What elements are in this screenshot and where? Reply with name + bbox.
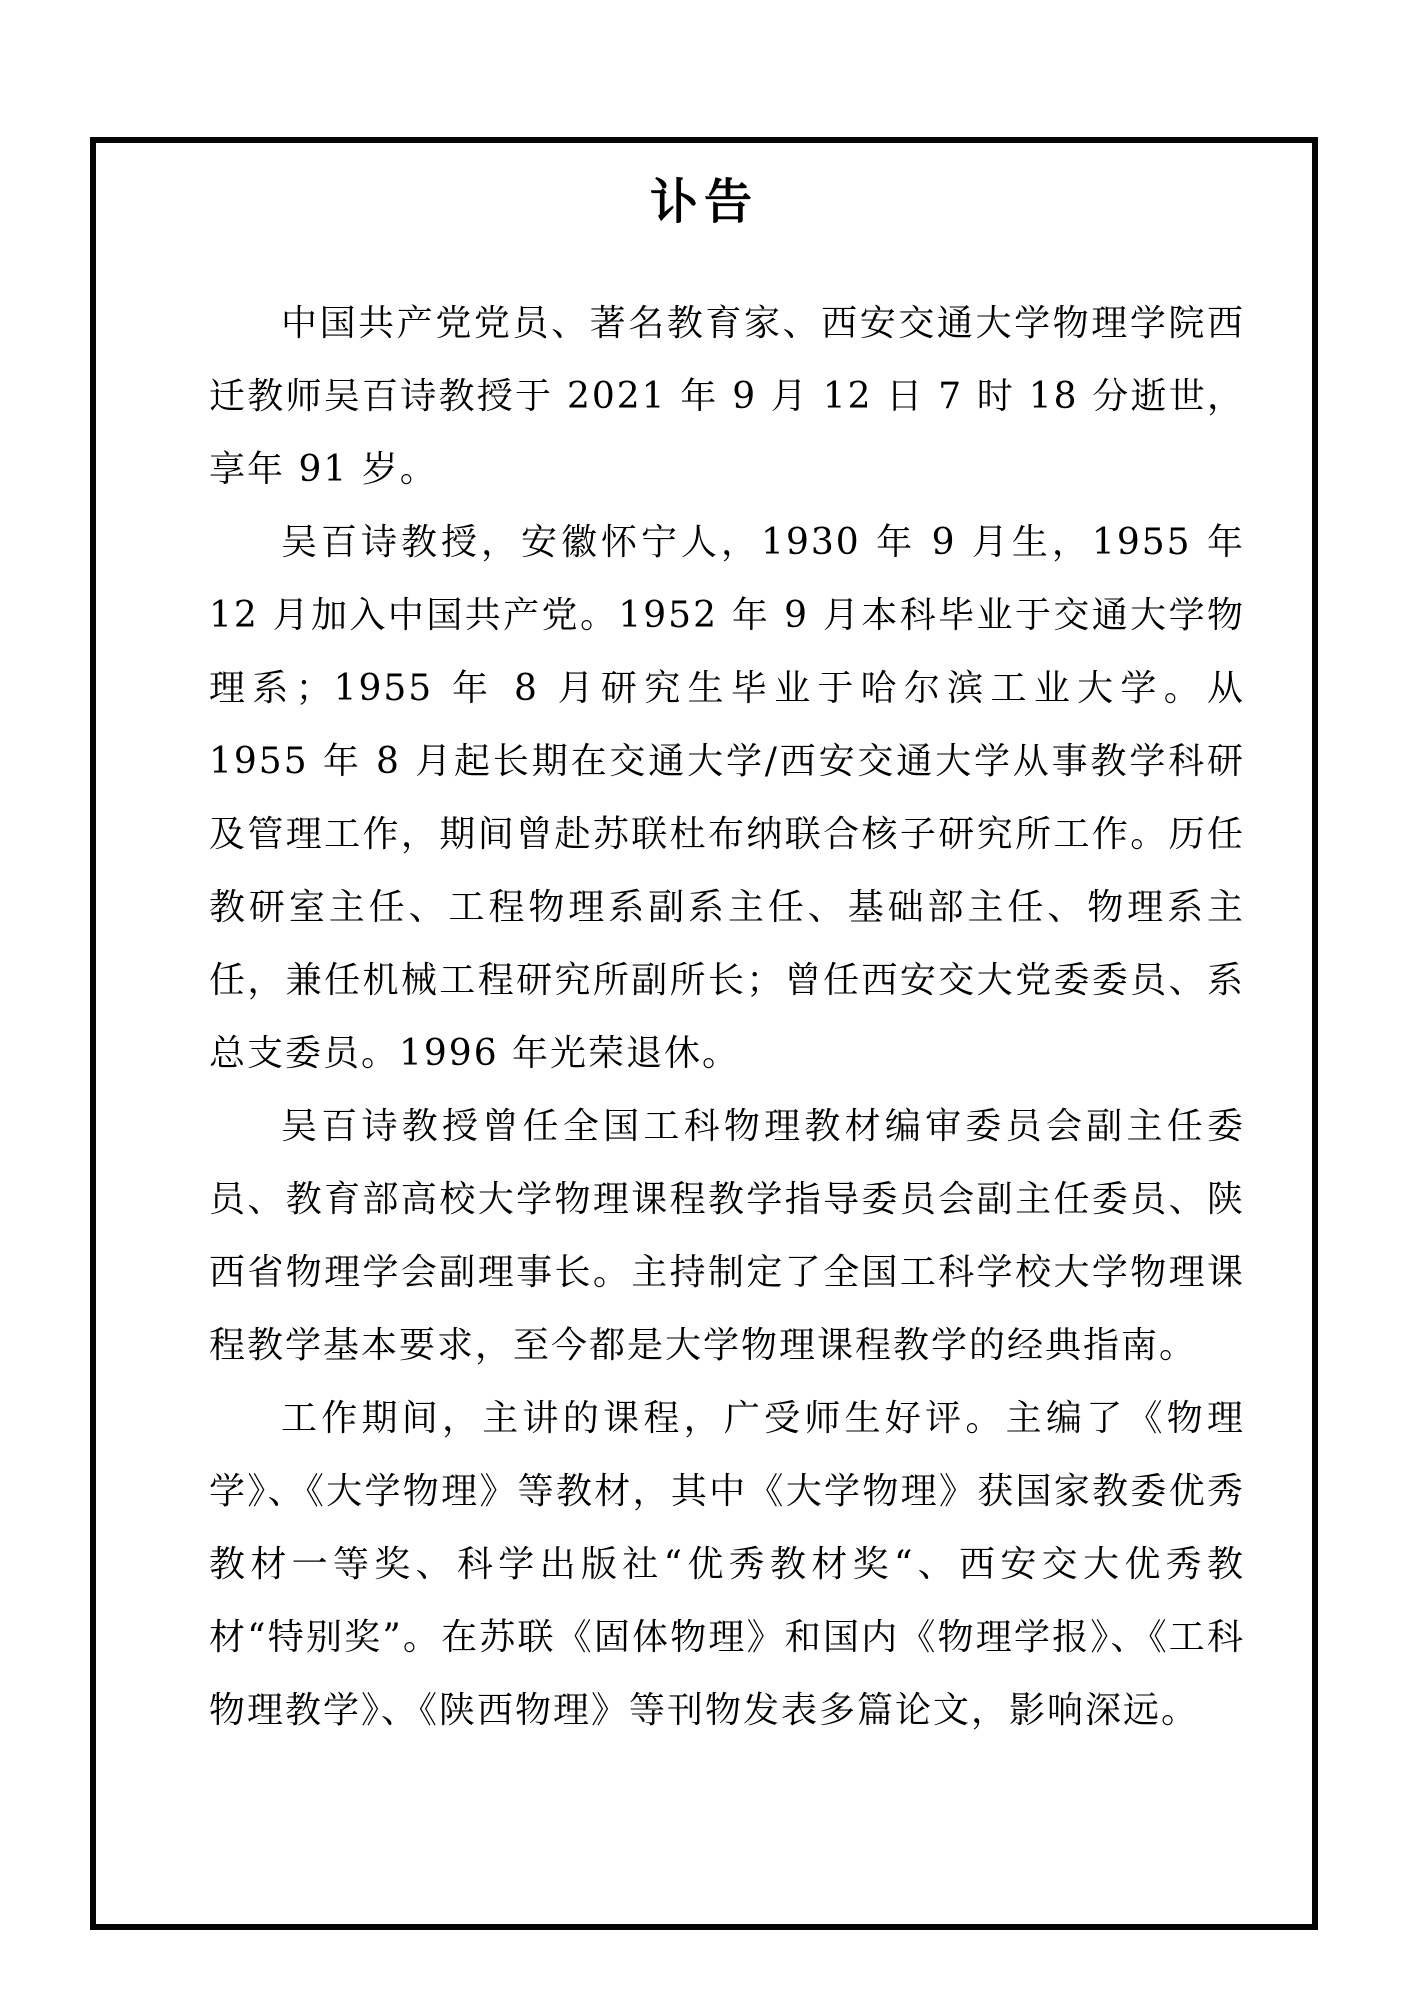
notice-border-box	[90, 137, 1318, 1930]
notice-body	[209, 287, 1245, 1747]
notice-paragraph: 吴百诗教授，安徽怀宁人，1930 年 9 月生，1955 年 12 月加入中国共产党。1952 年 9 月本科毕业于交通大学物理系；1955 年 8 月研究生毕业于哈尔滨工业大学。从 1955 年 8 月起长期在交通大学/西安交通大学从事教学科研及管理工作，期间曾赴苏联杜布纳联合核子研究所工作。历任教研室主任、工程物理系副系主任、基础部主任、物理系主任，兼任机械工程研究所副所长；曾任西安交大党委委员、系总支委员。1996 年光荣退休。	[209, 522, 1245, 1074]
notice-paragraph: 吴百诗教授曾任全国工科物理教材编审委员会副主任委员、教育部高校大学物理课程教学指导委员会副主任委员、陕西省物理学会副理事长。主持制定了全国工科学校大学物理课程教学基本要求，至今都是大学物理课程教学的经典指南。	[209, 1106, 1245, 1366]
notice-title: 讣告	[649, 174, 758, 230]
notice-paragraph: 中国共产党党员、著名教育家、西安交通大学物理学院西迁教师吴百诗教授于 2021 年 9 月 12 日 7 时 18 分逝世，享年 91 岁。	[209, 303, 1245, 490]
notice-paragraph: 工作期间，主讲的课程，广受师生好评。主编了《物理学》、《大学物理》等教材，其中《大学物理》获国家教委优秀教材一等奖、科学出版社“优秀教材奖“、西安交大优秀教材“特别奖”。在苏联《固体物理》和国内《物理学报》、《工科物理教学》、《陕西物理》等刊物发表多篇论文，影响深远。	[209, 1398, 1245, 1731]
